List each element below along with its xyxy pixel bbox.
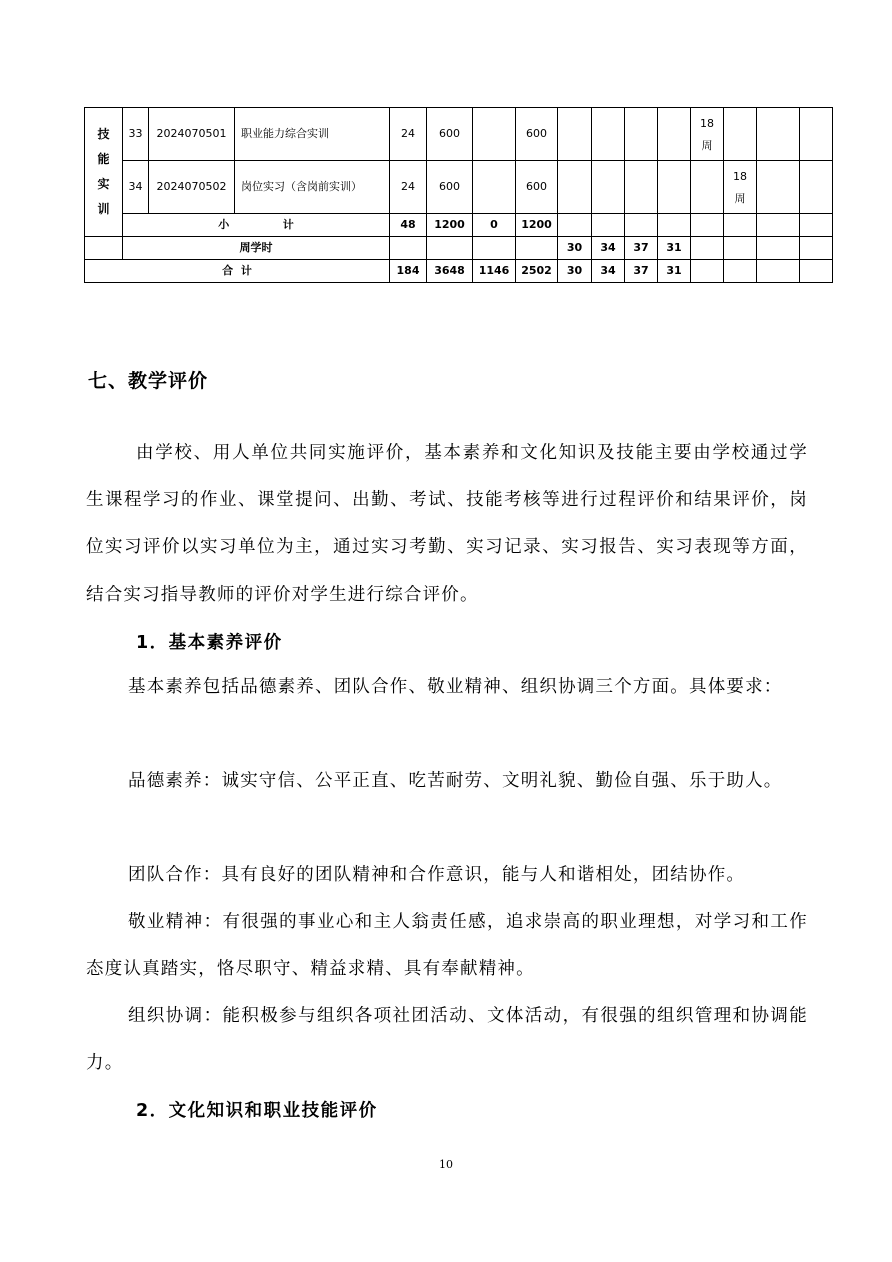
course-practice: 600: [516, 161, 558, 214]
semester-cell: [558, 108, 592, 161]
semester-cell: [658, 161, 691, 214]
semester-cell: [558, 161, 592, 214]
empty-cell: [658, 214, 691, 237]
empty-cell: [800, 237, 833, 260]
semester-cell: [625, 161, 658, 214]
empty-cell: [757, 214, 800, 237]
empty-cell: [390, 237, 427, 260]
weekly-hours-value: 34: [592, 237, 625, 260]
weeks-number: 18: [700, 117, 714, 130]
total-credits: 184: [390, 260, 427, 283]
semester-cell: [592, 108, 625, 161]
category-char: 能: [97, 152, 110, 166]
weeks-number: 18: [733, 170, 747, 183]
empty-cell: [724, 214, 757, 237]
weeks-unit: 周: [701, 139, 713, 152]
category-char: 实: [97, 177, 110, 191]
weekly-hours-value: 37: [625, 237, 658, 260]
empty-cell: [724, 260, 757, 283]
course-no: 33: [123, 108, 149, 161]
empty-cell: [691, 214, 724, 237]
total-practice: 2502: [516, 260, 558, 283]
semester-cell: [625, 108, 658, 161]
total-weekly-value: 31: [658, 260, 691, 283]
page-number: 10: [439, 1158, 453, 1171]
subsection-title-2: 2．文化知识和职业技能评价: [136, 1101, 378, 1121]
total-weekly-value: 30: [558, 260, 592, 283]
subtotal-practice: 1200: [516, 214, 558, 237]
total-weekly-value: 34: [592, 260, 625, 283]
semester-cell: [800, 108, 833, 161]
subtotal-credits: 48: [390, 214, 427, 237]
semester-cell: [757, 108, 800, 161]
course-credits: 24: [390, 161, 427, 214]
table-row: [85, 161, 833, 214]
subtotal-row: [85, 214, 833, 237]
empty-cell: [592, 214, 625, 237]
total-hours: 3648: [427, 260, 473, 283]
course-name: 岗位实习（含岗前实训）: [235, 161, 390, 214]
semester-cell: [658, 108, 691, 161]
subtotal-hours: 1200: [427, 214, 473, 237]
paragraph: 基本素养包括品德素养、团队合作、敬业精神、组织协调三个方面。具体要求：: [128, 677, 783, 697]
semester-cell-weeks: [724, 161, 757, 214]
semester-cell-weeks: [691, 108, 724, 161]
semester-cell: [592, 161, 625, 214]
subsection-title-1: 1．基本素养评价: [136, 633, 283, 653]
weekly-hours-label: 周学时: [123, 237, 390, 260]
empty-cell: [800, 214, 833, 237]
category-cell: [85, 108, 123, 237]
intro-paragraph: 由学校、用人单位共同实施评价，基本素养和文化知识及技能主要由学校通过学生课程学习的作业、课堂提问、出勤、考试、技能考核等进行过程评价和结果评价，岗位实习评价以实习单位为主，通过实习考勤、实习记录、实习报告、实习表现等方面，结合实习指导教师的评价对学生进行综合评价。: [86, 443, 808, 605]
empty-cell: [800, 260, 833, 283]
empty-cell: [691, 237, 724, 260]
empty-cell: [757, 260, 800, 283]
empty-cell: [473, 237, 516, 260]
semester-cell: [800, 161, 833, 214]
paragraph: 品德素养：诚实守信、公平正直、吃苦耐劳、文明礼貌、勤俭自强、乐于助人。: [128, 771, 783, 791]
course-theory: [473, 108, 516, 161]
empty-cell: [757, 237, 800, 260]
weeks-unit: 周: [734, 192, 746, 205]
empty-cell: [427, 237, 473, 260]
total-label: 合 计: [85, 260, 390, 283]
table-row: [85, 108, 833, 161]
section-title: 七、教学评价: [88, 370, 209, 392]
course-code: 2024070502: [149, 161, 235, 214]
semester-cell: [724, 108, 757, 161]
empty-cell: [691, 260, 724, 283]
empty-cell: [724, 237, 757, 260]
total-weekly-value: 37: [625, 260, 658, 283]
course-theory: [473, 161, 516, 214]
category-char: 训: [97, 202, 110, 216]
total-row: [85, 260, 833, 283]
empty-cell: [85, 237, 123, 260]
paragraph: 团队合作：具有良好的团队精神和合作意识，能与人和谐相处，团结协作。: [128, 865, 746, 885]
total-theory: 1146: [473, 260, 516, 283]
semester-cell: [757, 161, 800, 214]
paragraph: 敬业精神：有很强的事业心和主人翁责任感，追求崇高的职业理想，对学习和工作态度认真踏实，恪尽职守、精益求精、具有奉献精神。: [86, 912, 808, 980]
weekly-hours-row: [85, 237, 833, 260]
weekly-hours-value: 30: [558, 237, 592, 260]
paragraph: 组织协调：能积极参与组织各项社团活动、文体活动，有很强的组织管理和协调能力。: [86, 1006, 808, 1074]
weekly-hours-value: 31: [658, 237, 691, 260]
course-credits: 24: [390, 108, 427, 161]
semester-cell: [691, 161, 724, 214]
empty-cell: [558, 214, 592, 237]
empty-cell: [625, 214, 658, 237]
course-name: 职业能力综合实训: [235, 108, 390, 161]
course-hours: 600: [427, 161, 473, 214]
category-char: 技: [97, 127, 110, 141]
course-practice: 600: [516, 108, 558, 161]
course-no: 34: [123, 161, 149, 214]
course-code: 2024070501: [149, 108, 235, 161]
course-schedule-table: [84, 107, 833, 283]
subtotal-theory: 0: [473, 214, 516, 237]
subtotal-label: 小 计: [123, 214, 390, 237]
course-hours: 600: [427, 108, 473, 161]
empty-cell: [516, 237, 558, 260]
